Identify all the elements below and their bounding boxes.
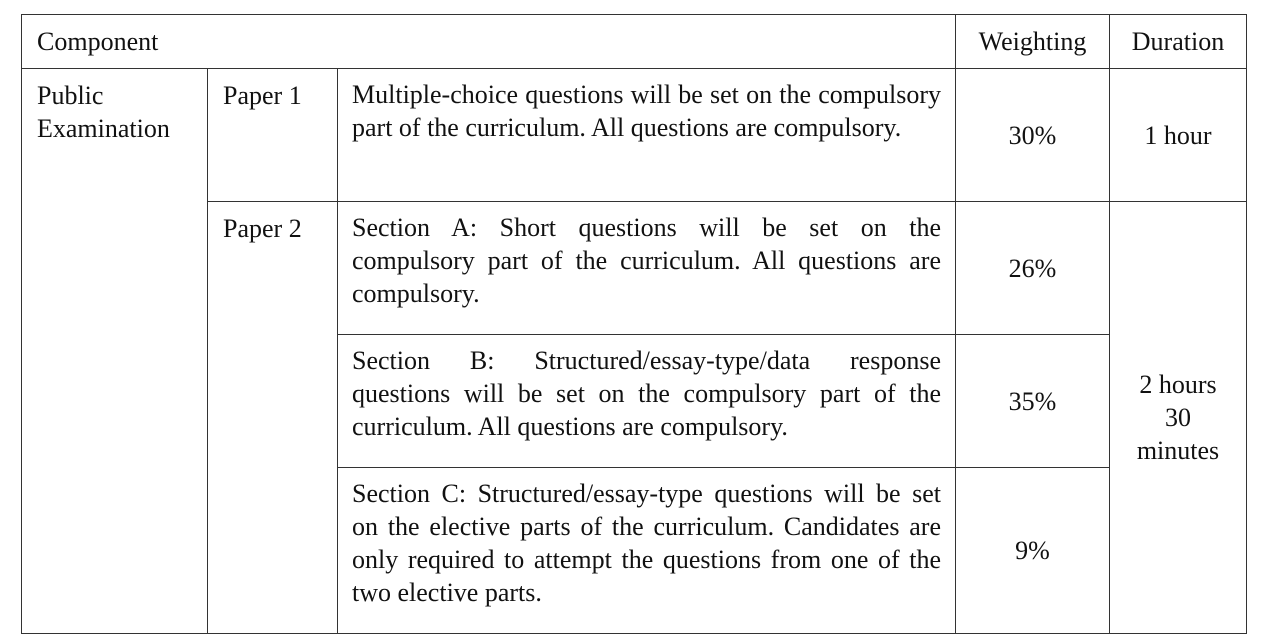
header-duration: Duration <box>1110 15 1247 69</box>
paper-1-weighting: 30% <box>956 69 1110 202</box>
public-examination-label: Public Examination <box>22 69 208 634</box>
section-a-weighting: 26% <box>956 202 1110 335</box>
table-row <box>22 69 1247 202</box>
section-a-description: Section A: Short questions will be set on the compulsory part of the curriculum. All questions are compulsory. <box>338 202 956 335</box>
section-c-weighting: 9% <box>956 468 1110 634</box>
paper-1-description: Multiple-choice questions will be set on the compulsory part of the curriculum. All questions are compulsory. <box>338 69 956 202</box>
paper-2-duration-text: 2 hours 30 minutes <box>1136 370 1220 465</box>
paper-2-duration <box>1110 202 1247 634</box>
header-row <box>22 15 1247 69</box>
assessment-table <box>21 14 1247 634</box>
section-b-weighting: 35% <box>956 335 1110 468</box>
section-c-description: Section C: Structured/essay-type questions will be set on the elective parts of the curriculum. Candidates are only required to attempt the questions from one of the two elective parts. <box>338 468 956 634</box>
paper-1-label: Paper 1 <box>208 69 338 202</box>
paper-1-duration: 1 hour <box>1110 69 1247 202</box>
section-b-description: Section B: Structured/essay-type/data response questions will be set on the compulsory part of the curriculum. All questions are compulsory. <box>338 335 956 468</box>
header-weighting: Weighting <box>956 15 1110 69</box>
header-component: Component <box>22 15 956 69</box>
paper-2-label: Paper 2 <box>208 202 338 634</box>
